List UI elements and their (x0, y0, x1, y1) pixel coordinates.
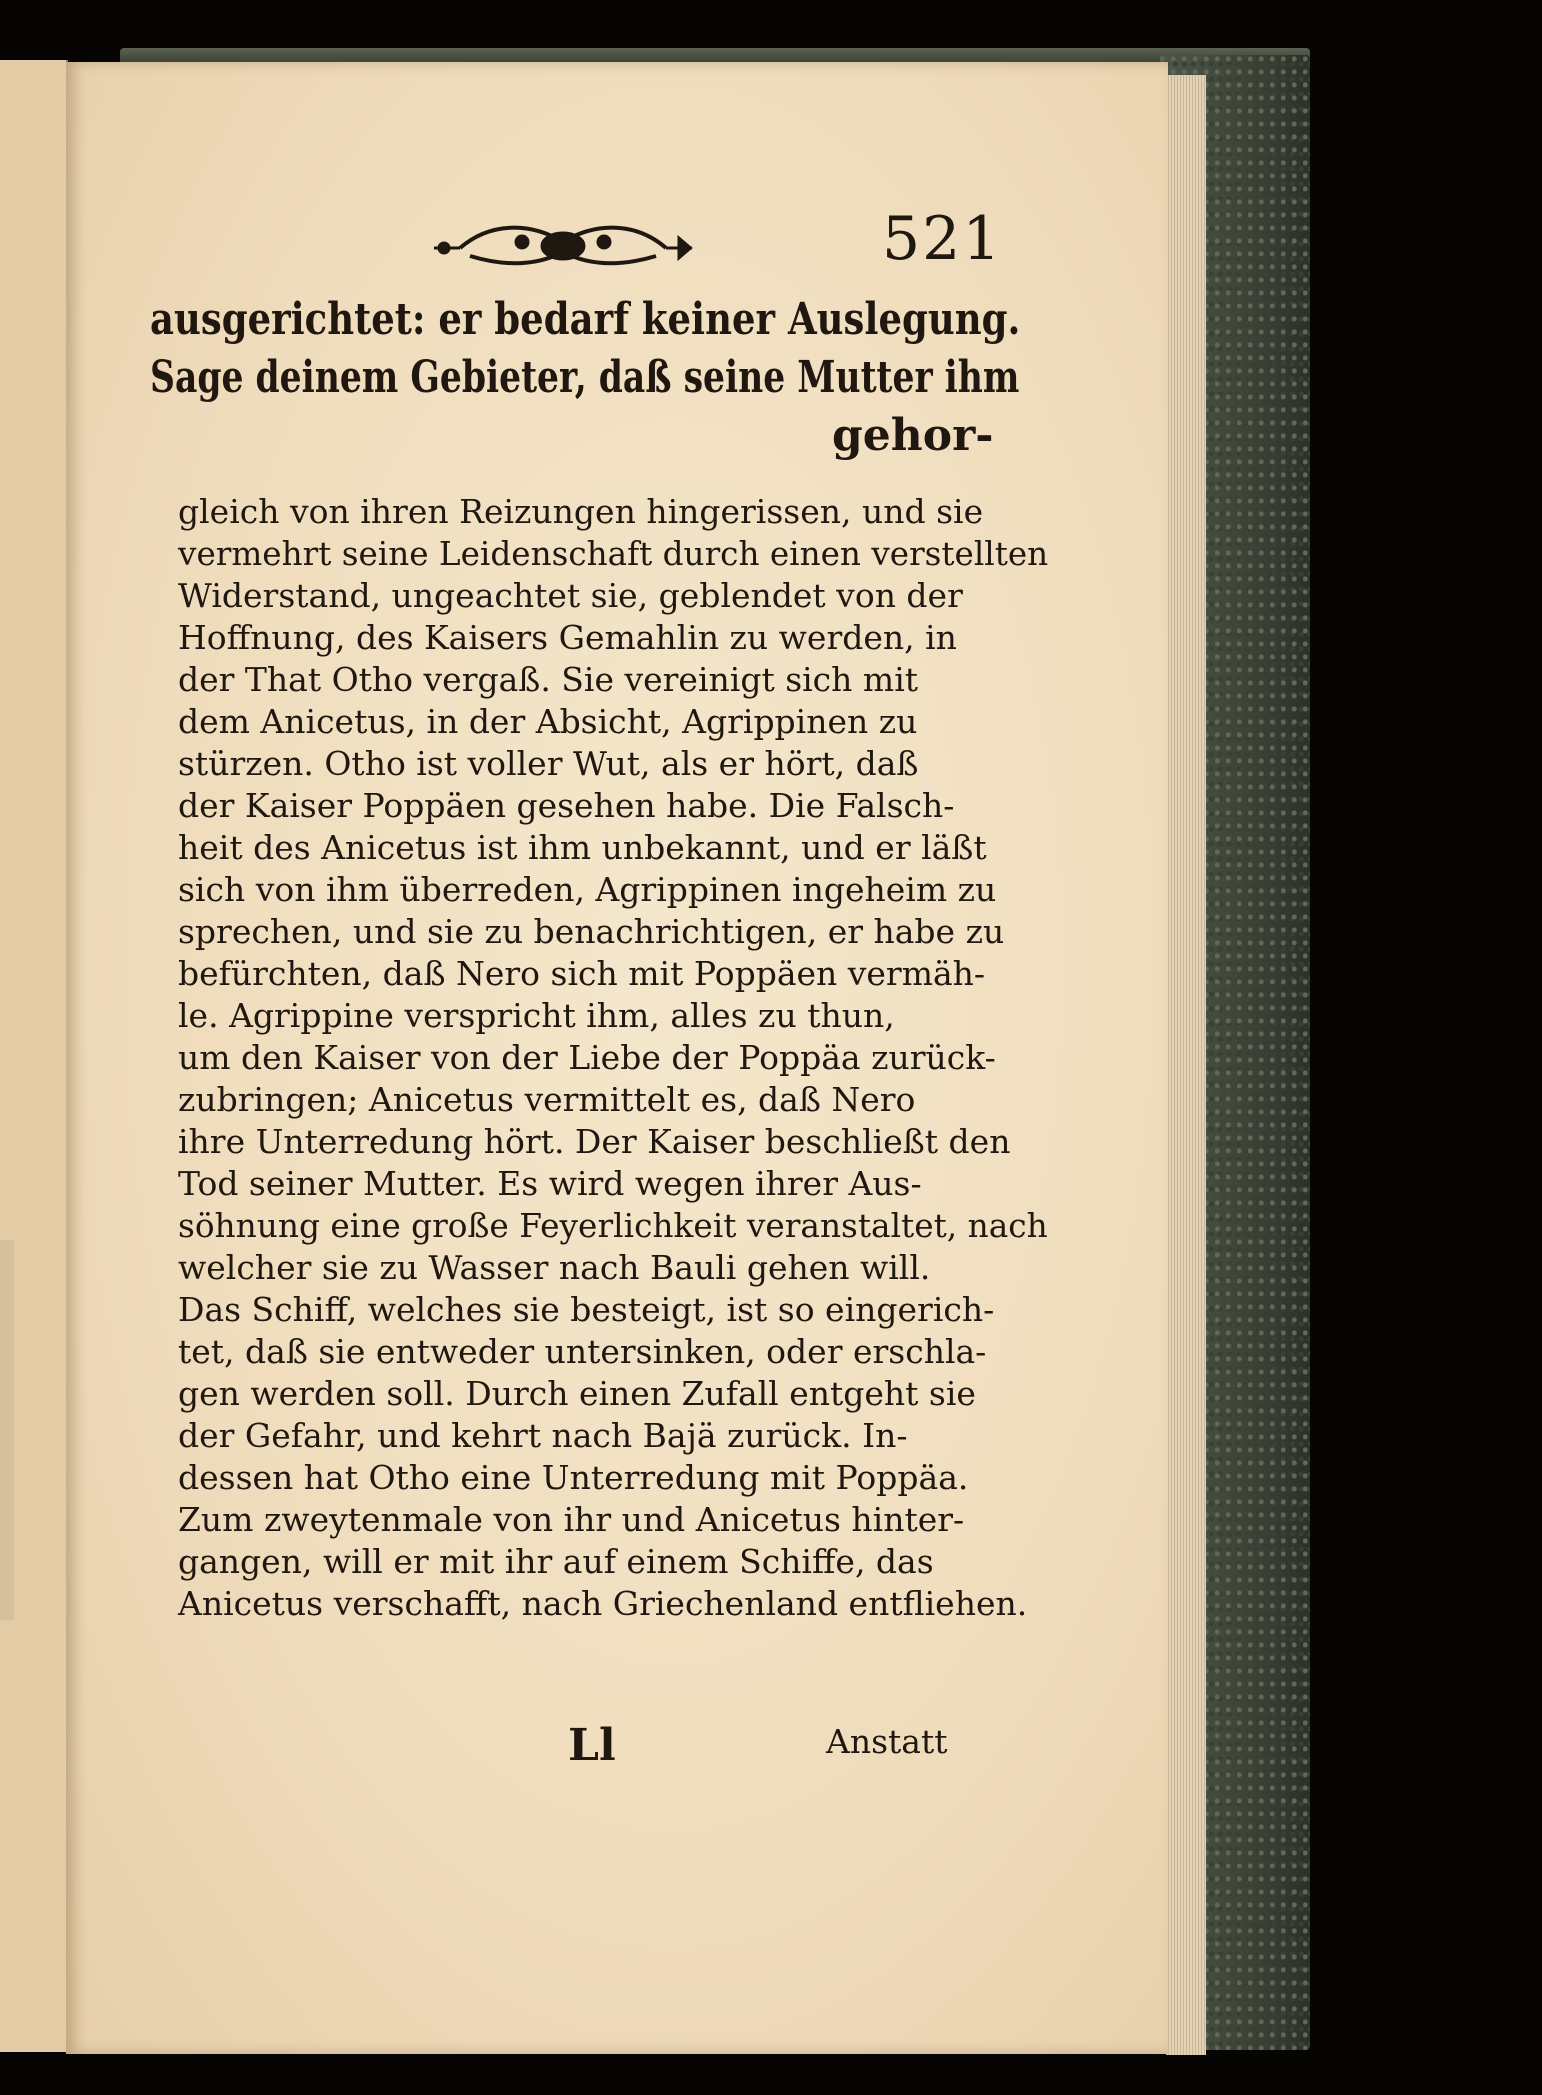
body-line: stürzen. Otho ist voller Wut, als er hört, daß (178, 744, 919, 783)
body-line: dessen hat Otho eine Unterredung mit Poppäa. (178, 1458, 969, 1497)
body-line: Hoffnung, des Kaisers Gemahlin zu werden, in (178, 618, 957, 657)
body-line: der Kaiser Poppäen gesehen habe. Die Falsch- (178, 786, 955, 825)
body-line: gangen, will er mit ihr auf einem Schiffe, das (178, 1542, 934, 1581)
body-line: gen werden soll. Durch einen Zufall entgeht sie (178, 1374, 976, 1413)
body-line: söhnung eine große Feyerlichkeit veranstaltet, nach (178, 1206, 1048, 1245)
facing-page (0, 60, 68, 2052)
body-line: um den Kaiser von der Liebe der Poppäa zurück- (178, 1038, 996, 1077)
heading-line: gehor- (832, 410, 994, 461)
body-line: ihre Unterredung hört. Der Kaiser beschließt den (178, 1122, 1011, 1161)
book-page (66, 62, 1168, 2054)
page-number: 521 (882, 204, 1003, 274)
body-line: Das Schiff, welches sie besteigt, ist so eingerich- (178, 1290, 995, 1329)
floral-ornament-icon (430, 212, 696, 276)
body-line: sich von ihm überreden, Agrippinen ingeheim zu (178, 870, 997, 909)
heading-line: ausgerichtet: er bedarf keiner Auslegung. (150, 294, 1021, 345)
heading-line: Sage deinem Gebieter, daß seine Mutter ihm (150, 352, 1020, 403)
body-line: der Gefahr, und kehrt nach Bajä zurück. In- (178, 1416, 908, 1455)
body-line: Anicetus verschafft, nach Griechenland entfliehen. (178, 1584, 1028, 1623)
body-line: Widerstand, ungeachtet sie, geblendet von der (178, 576, 963, 615)
facing-page-fold (0, 1240, 14, 1620)
body-line: Tod seiner Mutter. Es wird wegen ihrer Aus- (178, 1164, 922, 1203)
body-line: der That Otho vergaß. Sie vereinigt sich mit (178, 660, 919, 699)
body-line: tet, daß sie entweder untersinken, oder erschla- (178, 1332, 987, 1371)
body-line: befürchten, daß Nero sich mit Poppäen vermäh- (178, 954, 986, 993)
page-block-edges (1166, 75, 1206, 2055)
body-line: Zum zweytenmale von ihr und Anicetus hinter- (178, 1500, 965, 1539)
body-line: gleich von ihren Reizungen hingerissen, und sie (178, 492, 984, 531)
body-line: zubringen; Anicetus vermittelt es, daß Nero (178, 1080, 916, 1119)
body-line: heit des Anicetus ist ihm unbekannt, und er läßt (178, 828, 987, 867)
body-line: welcher sie zu Wasser nach Bauli gehen will. (178, 1248, 931, 1287)
body-line: sprechen, und sie zu benachrichtigen, er habe zu (178, 912, 1005, 951)
body-line: vermehrt seine Leidenschaft durch einen verstellten (178, 534, 1049, 573)
body-line: le. Agrippine verspricht ihm, alles zu thun, (178, 996, 895, 1035)
body-line: dem Anicetus, in der Absicht, Agrippinen zu (178, 702, 918, 741)
signature-mark: Ll (568, 1720, 616, 1771)
catchword: Anstatt (826, 1722, 948, 1761)
